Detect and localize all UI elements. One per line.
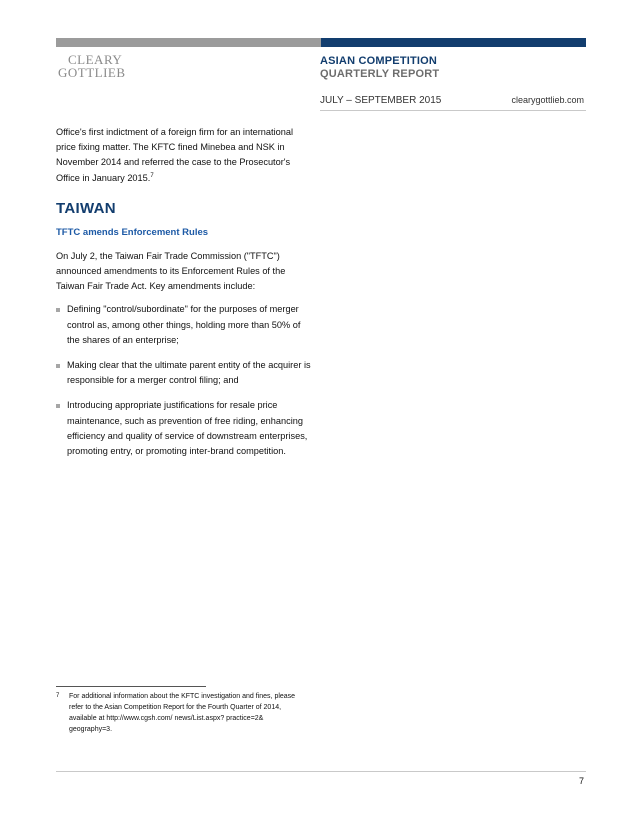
footnote-number: 7 xyxy=(56,693,60,699)
footnote-divider xyxy=(56,686,206,687)
bullet-icon xyxy=(56,404,60,408)
report-period: JULY – SEPTEMBER 2015 xyxy=(320,95,442,106)
page-number: 7 xyxy=(578,776,584,786)
section-heading: TAIWAN xyxy=(56,199,116,217)
report-title xyxy=(320,55,439,81)
amendments-list xyxy=(56,302,312,459)
list-item xyxy=(56,358,312,388)
footnote-reference: 7 xyxy=(150,172,154,179)
header-divider xyxy=(320,110,586,111)
list-item xyxy=(56,302,312,348)
lead-paragraph-text: Office's first indictment of a foreign firm for an international price fixing matter. The KFTC fined Minebea and NSK in November 2014 and referred the case to the Prosecutor's Office in January 2015. xyxy=(56,127,293,183)
sub-heading: TFTC amends Enforcement Rules xyxy=(56,226,209,238)
report-title-line-2: QUARTERLY REPORT xyxy=(320,68,440,80)
bullet-icon xyxy=(56,308,60,312)
bullet-icon xyxy=(56,364,60,368)
list-item-text: Making clear that the ultimate parent entity of the acquirer is responsible for a merger control filing; and xyxy=(67,360,311,386)
footer-divider xyxy=(56,771,586,772)
website-label: clearygottlieb.com xyxy=(511,95,584,105)
list-item-text: Introducing appropriate justifications for resale price maintenance, such as prevention of free riding, enhancing efficiency and quality of service of downstream enterprises, promoting entry, or promoting inter-brand competition. xyxy=(67,400,308,457)
header-bar-gray xyxy=(56,38,321,47)
report-title-line-1: ASIAN COMPETITION xyxy=(320,55,438,67)
logo-line-2: GOTTLIEB xyxy=(58,65,126,80)
lead-paragraph xyxy=(56,125,312,186)
footnote-text: For additional information about the KFTC investigation and fines, please refer to the Asian Competition Report for the Fourth Quarter of 2014, available at http://www.cgsh.com/ news/List.aspx? practice=2& geography=3. xyxy=(69,693,296,733)
cleary-gottlieb-logo xyxy=(58,53,126,79)
list-item xyxy=(56,398,312,459)
logo-line-1: CLEARY xyxy=(68,52,123,67)
header-bar-blue xyxy=(321,38,586,47)
main-column xyxy=(56,125,312,469)
list-item-text: Defining "control/subordinate" for the purposes of merger control as, among other things, holding more than 50% of the shares of an enterprise; xyxy=(67,304,301,345)
footnote xyxy=(56,691,306,735)
intro-paragraph: On July 2, the Taiwan Fair Trade Commission ("TFTC") announced amendments to its Enforcement Rules of the Taiwan Fair Trade Act. Key amendments include: xyxy=(56,250,286,292)
